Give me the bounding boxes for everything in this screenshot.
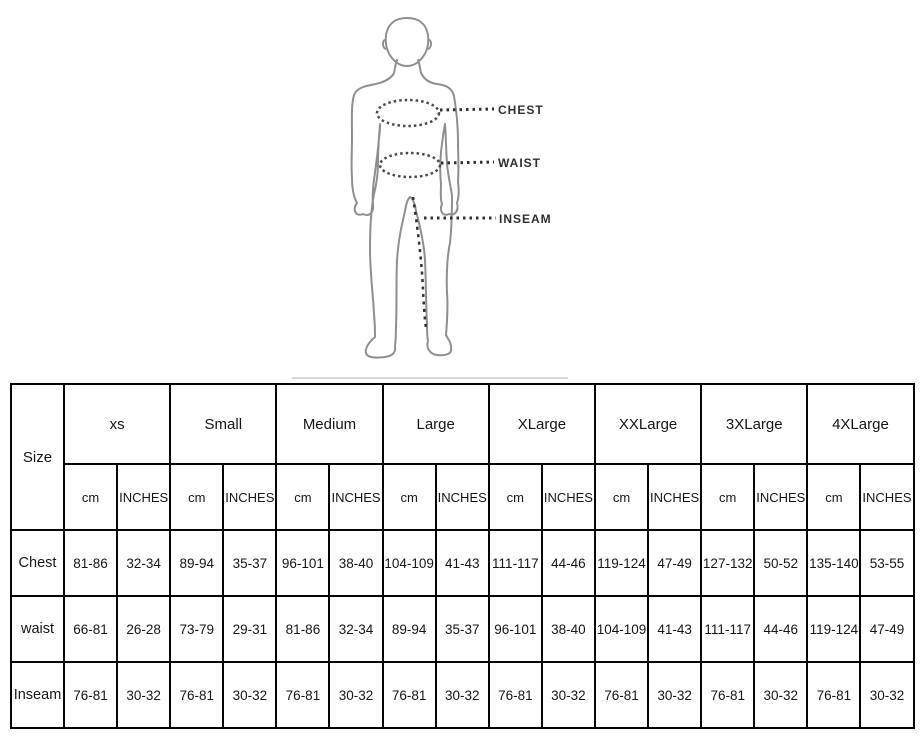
measurement-chest-4xlarge-cm: 135-140: [807, 530, 860, 596]
table-row-waist: [11, 596, 914, 662]
measurement-inseam-xlarge-inches: 30-32: [542, 662, 595, 728]
unit-header-inches-xs: INCHES: [117, 464, 170, 530]
unit-header-cm-small: cm: [170, 464, 223, 530]
size-header-large: Large: [383, 384, 489, 464]
measurement-inseam-3xlarge-cm: 76-81: [701, 662, 754, 728]
measurement-chest-large-inches: 41-43: [436, 530, 489, 596]
measurement-waist-large-inches: 35-37: [436, 596, 489, 662]
inseam-label: INSEAM: [499, 212, 552, 226]
table-row-inseam: [11, 662, 914, 728]
measurement-inseam-xxlarge-cm: 76-81: [595, 662, 648, 728]
measurement-chest-3xlarge-cm: 127-132: [701, 530, 754, 596]
unit-header-inches-small: INCHES: [223, 464, 276, 530]
measurement-chest-xlarge-cm: 111-117: [489, 530, 542, 596]
measurement-inseam-4xlarge-cm: 76-81: [807, 662, 860, 728]
table-row-chest: [11, 530, 914, 596]
measurement-inseam-xs-cm: 76-81: [64, 662, 117, 728]
body-measurement-diagram: [290, 5, 570, 377]
size-header-4xlarge: 4XLarge: [807, 384, 913, 464]
unit-header-cm-4xlarge: cm: [807, 464, 860, 530]
measurement-chest-4xlarge-inches: 53-55: [860, 530, 913, 596]
size-header-3xlarge: 3XLarge: [701, 384, 807, 464]
measurement-inseam-xxlarge-inches: 30-32: [648, 662, 701, 728]
measurement-chest-small-inches: 35-37: [223, 530, 276, 596]
unit-header-cm-xlarge: cm: [489, 464, 542, 530]
measurement-chest-xlarge-inches: 44-46: [542, 530, 595, 596]
measurement-inseam-large-cm: 76-81: [383, 662, 436, 728]
size-header-xs: xs: [64, 384, 170, 464]
chest-measure-ellipse: [377, 100, 439, 126]
size-header-medium: Medium: [276, 384, 382, 464]
waist-leader-line: [441, 162, 494, 163]
measurement-inseam-medium-cm: 76-81: [276, 662, 329, 728]
unit-header-inches-xxlarge: INCHES: [648, 464, 701, 530]
row-label-inseam: Inseam: [11, 662, 64, 728]
size-header-small: Small: [170, 384, 276, 464]
chest-leader-line: [440, 109, 494, 110]
measurement-inseam-large-inches: 30-32: [436, 662, 489, 728]
size-chart-body: [11, 530, 914, 728]
measurement-inseam-medium-inches: 30-32: [329, 662, 382, 728]
measurement-waist-medium-inches: 32-34: [329, 596, 382, 662]
unit-header-inches-large: INCHES: [436, 464, 489, 530]
measurement-chest-xs-cm: 81-86: [64, 530, 117, 596]
measurement-waist-small-cm: 73-79: [170, 596, 223, 662]
measurement-waist-large-cm: 89-94: [383, 596, 436, 662]
row-label-chest: Chest: [11, 530, 64, 596]
unit-header-inches-4xlarge: INCHES: [860, 464, 913, 530]
measurement-waist-xlarge-inches: 38-40: [542, 596, 595, 662]
measurement-chest-3xlarge-inches: 50-52: [754, 530, 807, 596]
measurement-waist-xxlarge-cm: 104-109: [595, 596, 648, 662]
measurement-waist-xxlarge-inches: 41-43: [648, 596, 701, 662]
waist-label: WAIST: [498, 156, 541, 170]
body-outline: [352, 60, 459, 358]
measurement-chest-large-cm: 104-109: [383, 530, 436, 596]
measurement-waist-3xlarge-inches: 44-46: [754, 596, 807, 662]
size-chart-table: [10, 383, 915, 729]
measurement-inseam-small-cm: 76-81: [170, 662, 223, 728]
waist-measure-ellipse: [380, 153, 440, 177]
row-label-waist: waist: [11, 596, 64, 662]
measurement-waist-small-inches: 29-31: [223, 596, 276, 662]
measurement-chest-small-cm: 89-94: [170, 530, 223, 596]
measurement-chest-medium-cm: 96-101: [276, 530, 329, 596]
measurement-chest-xxlarge-cm: 119-124: [595, 530, 648, 596]
unit-header-cm-3xlarge: cm: [701, 464, 754, 530]
size-chart-head: [11, 384, 914, 530]
unit-header-inches-3xlarge: INCHES: [754, 464, 807, 530]
measurement-chest-medium-inches: 38-40: [329, 530, 382, 596]
measurement-waist-4xlarge-cm: 119-124: [807, 596, 860, 662]
size-corner-header: Size: [11, 384, 64, 530]
measurement-inseam-xlarge-cm: 76-81: [489, 662, 542, 728]
head-outline: [386, 18, 429, 66]
unit-header-inches-medium: INCHES: [329, 464, 382, 530]
measurement-inseam-3xlarge-inches: 30-32: [754, 662, 807, 728]
measurement-waist-3xlarge-cm: 111-117: [701, 596, 754, 662]
unit-header-inches-xlarge: INCHES: [542, 464, 595, 530]
unit-header-cm-xxlarge: cm: [595, 464, 648, 530]
size-header-xxlarge: XXLarge: [595, 384, 701, 464]
measurement-waist-4xlarge-inches: 47-49: [860, 596, 913, 662]
unit-header-cm-medium: cm: [276, 464, 329, 530]
measurement-inseam-xs-inches: 30-32: [117, 662, 170, 728]
measurement-inseam-4xlarge-inches: 30-32: [860, 662, 913, 728]
size-header-xlarge: XLarge: [489, 384, 595, 464]
measurement-chest-xs-inches: 32-34: [117, 530, 170, 596]
chest-label: CHEST: [498, 103, 544, 117]
measurement-waist-medium-cm: 81-86: [276, 596, 329, 662]
measurement-waist-xlarge-cm: 96-101: [489, 596, 542, 662]
measurement-inseam-small-inches: 30-32: [223, 662, 276, 728]
measurement-waist-xs-cm: 66-81: [64, 596, 117, 662]
unit-header-cm-xs: cm: [64, 464, 117, 530]
measurement-waist-xs-inches: 26-28: [117, 596, 170, 662]
measurement-chest-xxlarge-inches: 47-49: [648, 530, 701, 596]
diagram-divider: [292, 377, 568, 379]
unit-header-cm-large: cm: [383, 464, 436, 530]
